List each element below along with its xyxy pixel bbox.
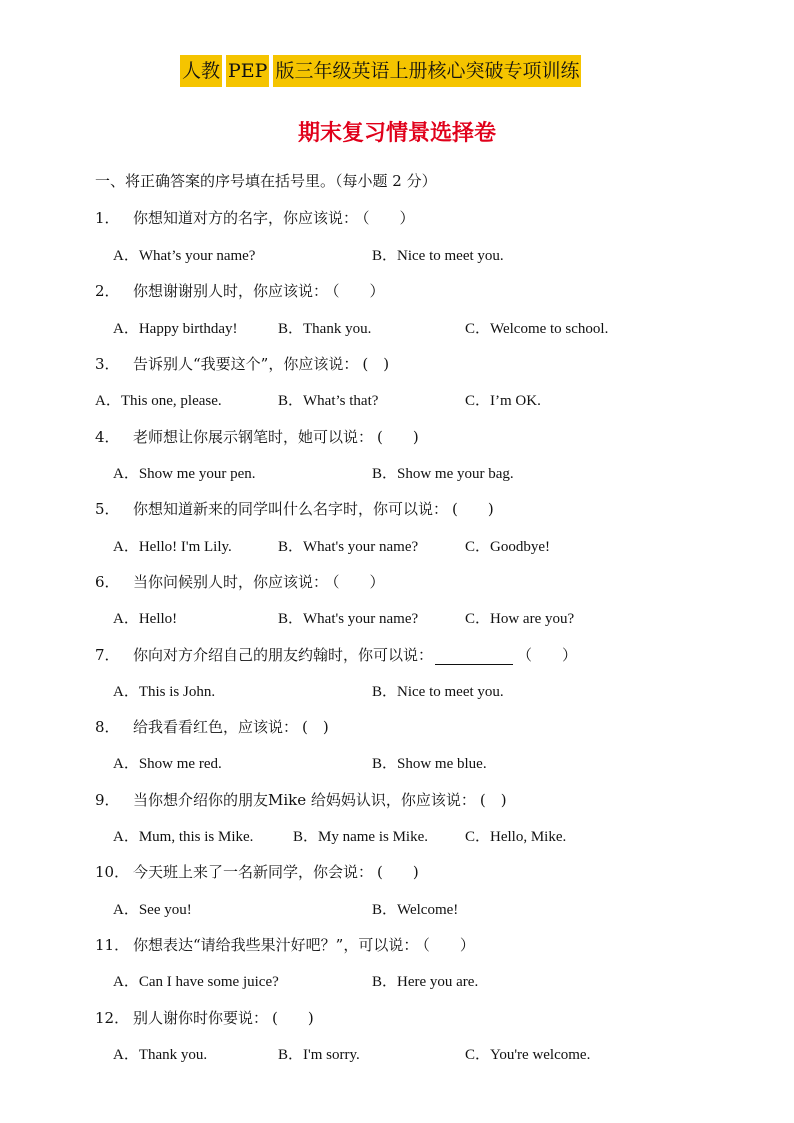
option-c: C．You're welcome. (465, 1047, 591, 1063)
option-b: B．Thank you. (278, 321, 372, 337)
question-number: 8． (95, 718, 120, 736)
question-number: 4． (95, 428, 120, 446)
option-b: B．What's your name? (278, 539, 419, 555)
option-a: A．What’s your name? (113, 248, 256, 264)
option-b: B．I'm sorry. (278, 1047, 360, 1063)
question-number: 11． (95, 936, 130, 954)
option-c: C．How are you? (465, 611, 575, 627)
question (95, 1007, 314, 1028)
question-number: 10． (95, 863, 130, 881)
question (95, 207, 415, 228)
option-c: C．Hello, Mike. (465, 829, 567, 845)
header-part: 人教 (180, 55, 222, 87)
option-b: B．Here you are. (372, 974, 479, 990)
question-number: 2． (95, 282, 120, 300)
option-a: A．This one, please. (95, 393, 222, 409)
header-banner (180, 55, 581, 87)
question-stem: 你向对方介绍自己的朋友约翰时，你可以说： (133, 646, 434, 664)
question-stem: 你想知道新来的同学叫什么名字时，你可以说： (133, 500, 449, 518)
answer-bracket[interactable]: （ ） (332, 282, 385, 300)
question-number: 6． (95, 573, 120, 591)
option-a: A．Thank you. (113, 1047, 208, 1063)
option-b: B．What’s that? (278, 393, 379, 409)
question-stem: 当你问候别人时，你应该说： (133, 573, 329, 591)
question-stem: 给我看看红色，应该说： (133, 718, 299, 736)
answer-bracket[interactable]: （ ） (422, 936, 475, 954)
header-part: 版三年级英语上册核心突破专项训练 (273, 55, 581, 87)
question (95, 934, 475, 955)
question (95, 426, 419, 447)
answer-bracket[interactable]: ( ) (272, 1009, 314, 1027)
question-stem: 别人谢你时你要说： (133, 1009, 269, 1027)
answer-bracket[interactable]: ( ) (377, 863, 419, 881)
answer-bracket[interactable]: （ ） (332, 573, 385, 591)
question-number: 5． (95, 500, 120, 518)
question-stem: 你想表达“请给我些果汁好吧？”，可以说： (133, 936, 419, 954)
option-c: C．Welcome to school. (465, 321, 609, 337)
question (95, 353, 389, 374)
question-number: 7． (95, 646, 120, 664)
option-a: A．Hello! I'm Lily. (113, 539, 232, 555)
option-b: B．Show me your bag. (372, 466, 514, 482)
answer-bracket[interactable]: ( ) (377, 428, 419, 446)
option-b: B．My name is Mike. (293, 829, 428, 845)
question-number: 12． (95, 1009, 130, 1027)
option-a: A．Can I have some juice? (113, 974, 279, 990)
option-b: B．Welcome! (372, 902, 459, 918)
option-b: B．Nice to meet you. (372, 248, 504, 264)
question (95, 861, 419, 882)
option-a: A．See you! (113, 902, 192, 918)
answer-bracket[interactable]: ( ) (479, 791, 507, 809)
answer-blank[interactable] (435, 650, 513, 665)
answer-bracket[interactable]: ( ) (452, 500, 494, 518)
answer-bracket[interactable]: （ ） (517, 646, 578, 664)
header-part: PEP (226, 55, 269, 87)
option-c: C．I’m OK. (465, 393, 541, 409)
question-number: 9． (95, 791, 120, 809)
question (95, 644, 577, 665)
option-a: A．Show me red. (113, 756, 222, 772)
question (95, 789, 507, 810)
section-heading: 一、将正确答案的序号填在括号里。（每小题 2 分） (95, 172, 437, 190)
question-stem: 今天班上来了一名新同学，你会说： (133, 863, 374, 881)
answer-bracket[interactable]: （ ） (362, 209, 415, 227)
option-b: B．What's your name? (278, 611, 419, 627)
option-a: A．Hello! (113, 611, 178, 627)
question-stem: 你想知道对方的名字，你应该说： (133, 209, 359, 227)
question (95, 280, 385, 301)
option-a: A．Show me your pen. (113, 466, 256, 482)
option-a: A．Happy birthday! (113, 321, 238, 337)
option-b: B．Nice to meet you. (372, 684, 504, 700)
question (95, 571, 385, 592)
question-stem: 当你想介绍你的朋友Mike 给妈妈认识，你应该说： (133, 791, 476, 809)
option-b: B．Show me blue. (372, 756, 487, 772)
question-stem: 告诉别人“我要这个”，你应该说： (133, 355, 359, 373)
question-number: 1． (95, 209, 120, 227)
option-c: C．Goodbye! (465, 539, 550, 555)
answer-bracket[interactable]: ( ) (362, 355, 390, 373)
question-stem: 老师想让你展示钢笔时，她可以说： (133, 428, 374, 446)
question (95, 498, 494, 519)
page-title: 期末复习情景选择卷 (297, 121, 496, 146)
question (95, 716, 329, 737)
question-number: 3． (95, 355, 120, 373)
option-a: A．This is John. (113, 684, 216, 700)
option-a: A．Mum, this is Mike. (113, 829, 254, 845)
question-stem: 你想谢谢别人时，你应该说： (133, 282, 329, 300)
answer-bracket[interactable]: ( ) (302, 718, 329, 736)
